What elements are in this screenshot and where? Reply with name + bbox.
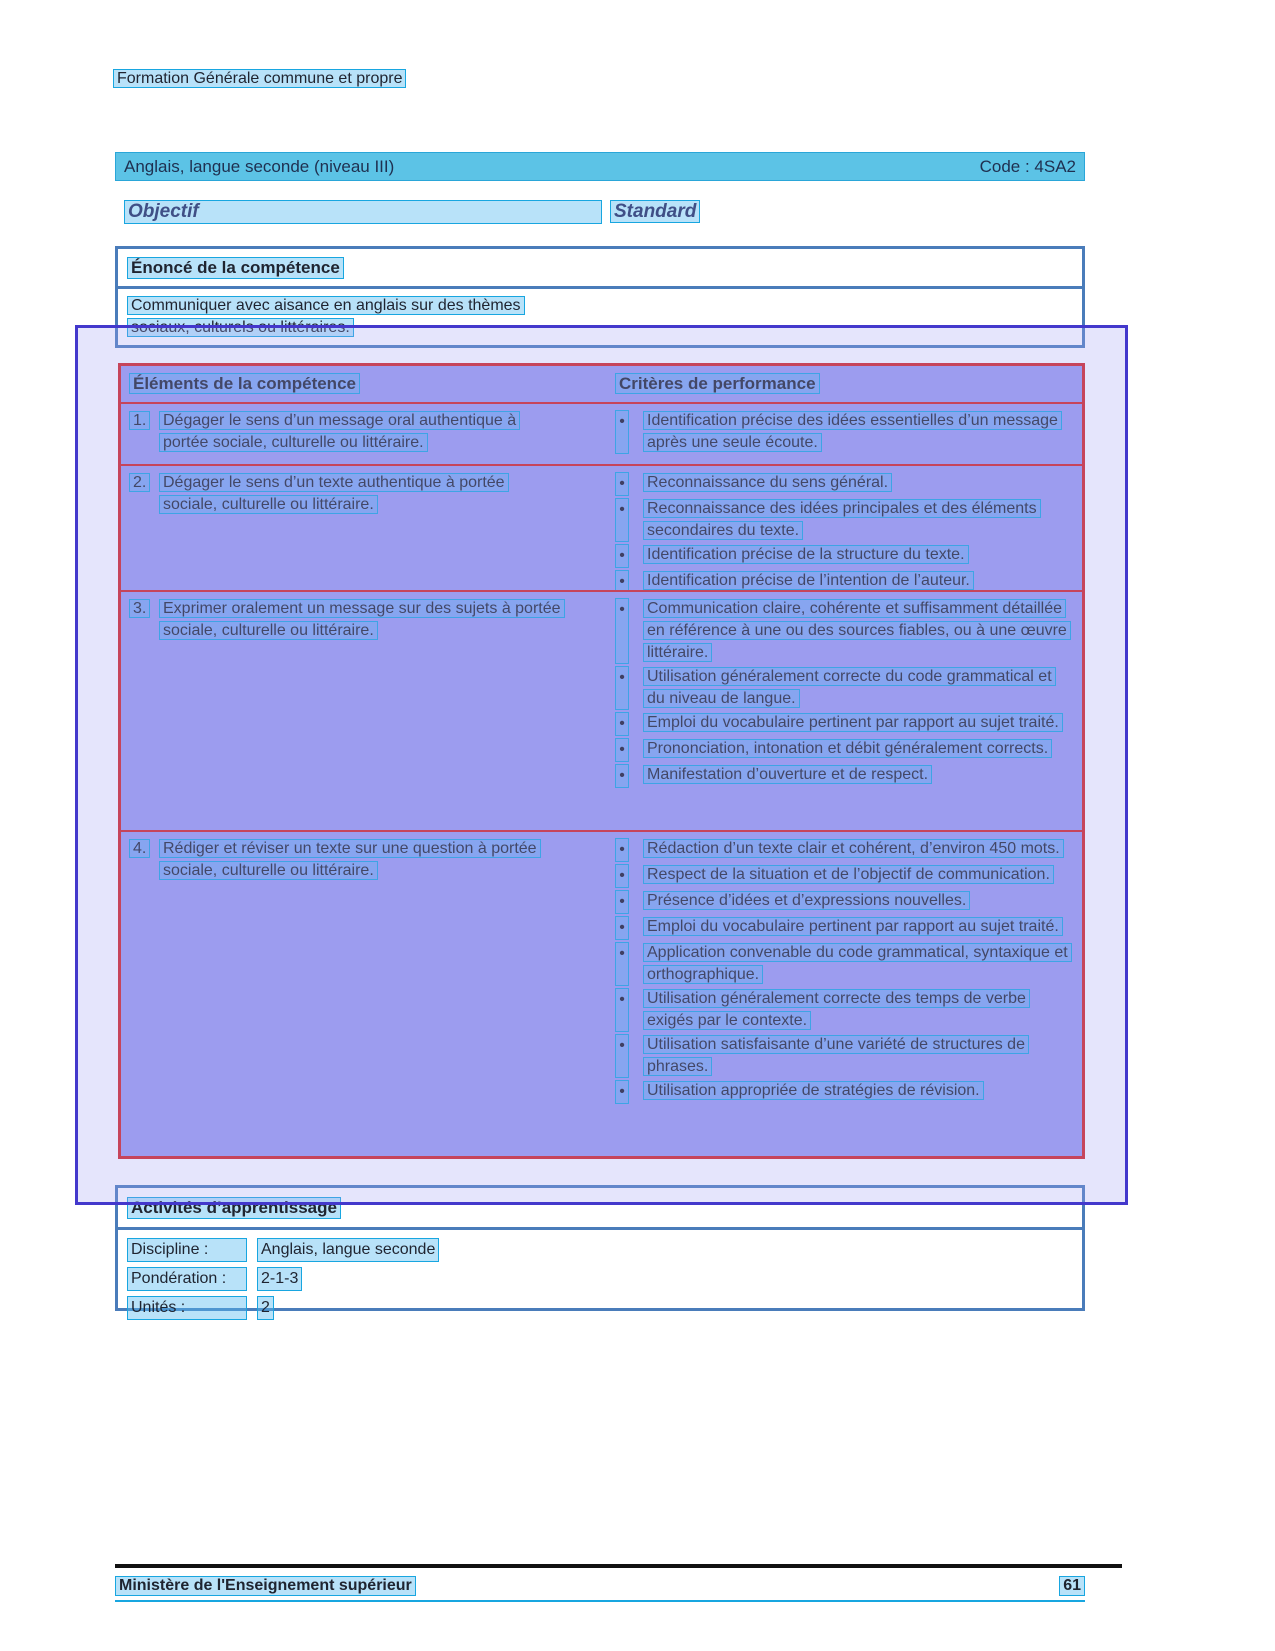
activites-title: Activités d’apprentissage <box>127 1197 341 1219</box>
table-header-criteres <box>603 373 1082 395</box>
field-label: Pondération : <box>127 1267 247 1291</box>
criterion-item <box>605 916 1076 940</box>
footer-ministry-text: Ministère de l'Enseignement supérieur <box>115 1576 416 1596</box>
field-discipline <box>127 1238 1073 1262</box>
bullet-icon <box>615 544 629 568</box>
bullet-icon <box>615 472 629 496</box>
element-text: Dégager le sens d’un message oral authentique à portée sociale, culturelle ou littéraire. <box>159 410 561 464</box>
element-cell <box>121 466 603 590</box>
field-label: Discipline : <box>127 1238 247 1262</box>
competence-table <box>118 363 1085 1159</box>
criterion-item <box>605 598 1076 664</box>
criterion-text: Respect de la situation et de l’objectif de communication. <box>643 864 1073 888</box>
criterion-text: Reconnaissance du sens général. <box>643 472 1073 496</box>
bullet-icon <box>615 598 629 664</box>
field-value: 2 <box>257 1296 274 1320</box>
field-ponderation <box>127 1267 1073 1291</box>
course-code: Code : 4SA2 <box>979 156 1076 176</box>
enonce-body <box>127 295 527 339</box>
enonce-body-text: Communiquer avec aisance en anglais sur des thèmes sociaux, culturels ou littéraires. <box>127 296 525 337</box>
field-value: Anglais, langue seconde <box>257 1238 439 1262</box>
criterion-item <box>605 410 1076 454</box>
enonce-body-box <box>115 286 1085 348</box>
bullet-icon <box>615 666 629 710</box>
criterion-text: Identification précise de l’intention de l’auteur. <box>643 570 1073 590</box>
criterion-text: Utilisation généralement correcte du code grammatical et du niveau de langue. <box>643 666 1073 710</box>
activites-body-box <box>115 1227 1085 1316</box>
section-headers <box>124 200 700 224</box>
standard-heading: Standard <box>610 200 700 223</box>
criterion-item <box>605 1080 1076 1104</box>
bullet-icon <box>615 942 629 986</box>
element-text: Exprimer oralement un message sur des sujets à portée sociale, culturelle ou littéraire. <box>159 598 561 830</box>
bullet-icon <box>615 838 629 862</box>
criterion-text: Application convenable du code grammatical, syntaxique et orthographique. <box>643 942 1073 986</box>
col1-header-text: Éléments de la compétence <box>129 373 360 394</box>
bullet-icon <box>615 1080 629 1104</box>
criterion-text: Communication claire, cohérente et suffisamment détaillée en référence à une ou des sources fiables, ou à une œuvre littéraire. <box>643 598 1073 664</box>
criterion-item <box>605 988 1076 1032</box>
objectif-heading: Objectif <box>124 200 602 224</box>
criterion-text: Emploi du vocabulaire pertinent par rapport au sujet traité. <box>643 916 1073 940</box>
criterion-text: Identification précise de la structure du texte. <box>643 544 1073 568</box>
bullet-icon <box>615 916 629 940</box>
criterion-text: Présence d’idées et d’expressions nouvelles. <box>643 890 1073 914</box>
criteria-list <box>603 466 1082 590</box>
criterion-text: Prononciation, intonation et débit généralement corrects. <box>643 738 1073 762</box>
field-value: 2-1-3 <box>257 1267 302 1291</box>
header-bar <box>115 152 1085 181</box>
bullet-icon <box>615 410 629 454</box>
bullet-icon <box>615 738 629 762</box>
element-cell <box>121 404 603 464</box>
criterion-item <box>605 764 1076 788</box>
criterion-item <box>605 544 1076 568</box>
table-header-elements <box>121 373 603 395</box>
criterion-text: Utilisation appropriée de stratégies de révision. <box>643 1080 1073 1104</box>
criterion-item <box>605 890 1076 914</box>
top-note <box>113 70 406 88</box>
table-row <box>121 590 1082 830</box>
criterion-item <box>605 1034 1076 1078</box>
footer <box>115 1576 1085 1602</box>
table-header-row <box>121 366 1082 402</box>
element-cell <box>121 592 603 830</box>
criterion-item <box>605 942 1076 986</box>
bullet-icon <box>615 764 629 788</box>
field-unites <box>127 1296 1073 1320</box>
activites-title-box <box>115 1185 1085 1227</box>
row-number: 3. <box>129 598 159 830</box>
enonce-title: Énoncé de la compétence <box>127 257 344 279</box>
criterion-text: Manifestation d’ouverture et de respect. <box>643 764 1073 788</box>
criterion-text: Emploi du vocabulaire pertinent par rapport au sujet traité. <box>643 712 1073 736</box>
table-row <box>121 464 1082 590</box>
criterion-item <box>605 712 1076 736</box>
criterion-item <box>605 472 1076 496</box>
element-cell <box>121 832 603 1159</box>
criterion-text: Reconnaissance des idées principales et des éléments secondaires du texte. <box>643 498 1073 542</box>
criterion-item <box>605 864 1076 888</box>
table-row <box>121 830 1082 1159</box>
col2-header-text: Critères de performance <box>615 373 820 394</box>
criteria-list <box>603 404 1082 464</box>
bullet-icon <box>615 712 629 736</box>
bullet-icon <box>615 570 629 590</box>
bullet-icon <box>615 890 629 914</box>
field-label: Unités : <box>127 1296 247 1320</box>
enonce-title-box <box>115 246 1085 286</box>
criterion-text: Utilisation satisfaisante d’une variété de structures de phrases. <box>643 1034 1073 1078</box>
bullet-icon <box>615 498 629 542</box>
footer-rule <box>115 1564 1122 1568</box>
criterion-item <box>605 498 1076 542</box>
criteria-list <box>603 832 1082 1159</box>
row-number: 1. <box>129 410 159 464</box>
top-note-text: Formation Générale commune et propre <box>113 69 406 88</box>
element-text: Rédiger et réviser un texte sur une question à portée sociale, culturelle ou littéraire. <box>159 838 561 1159</box>
table-row <box>121 402 1082 464</box>
criterion-item <box>605 570 1076 590</box>
row-number: 4. <box>129 838 159 1159</box>
criterion-text: Identification précise des idées essentielles d’un message après une seule écoute. <box>643 410 1073 454</box>
bullet-icon <box>615 1034 629 1078</box>
criteria-list <box>603 592 1082 830</box>
criterion-item <box>605 838 1076 862</box>
page-number: 61 <box>1059 1576 1085 1596</box>
row-number: 2. <box>129 472 159 590</box>
criterion-text: Rédaction d’un texte clair et cohérent, d’environ 450 mots. <box>643 838 1073 862</box>
element-text: Dégager le sens d’un texte authentique à portée sociale, culturelle ou littéraire. <box>159 472 561 590</box>
criterion-text: Utilisation généralement correcte des temps de verbe exigés par le contexte. <box>643 988 1073 1032</box>
criterion-item <box>605 666 1076 710</box>
bullet-icon <box>615 988 629 1032</box>
course-title: Anglais, langue seconde (niveau III) <box>124 156 395 176</box>
criterion-item <box>605 738 1076 762</box>
bullet-icon <box>615 864 629 888</box>
